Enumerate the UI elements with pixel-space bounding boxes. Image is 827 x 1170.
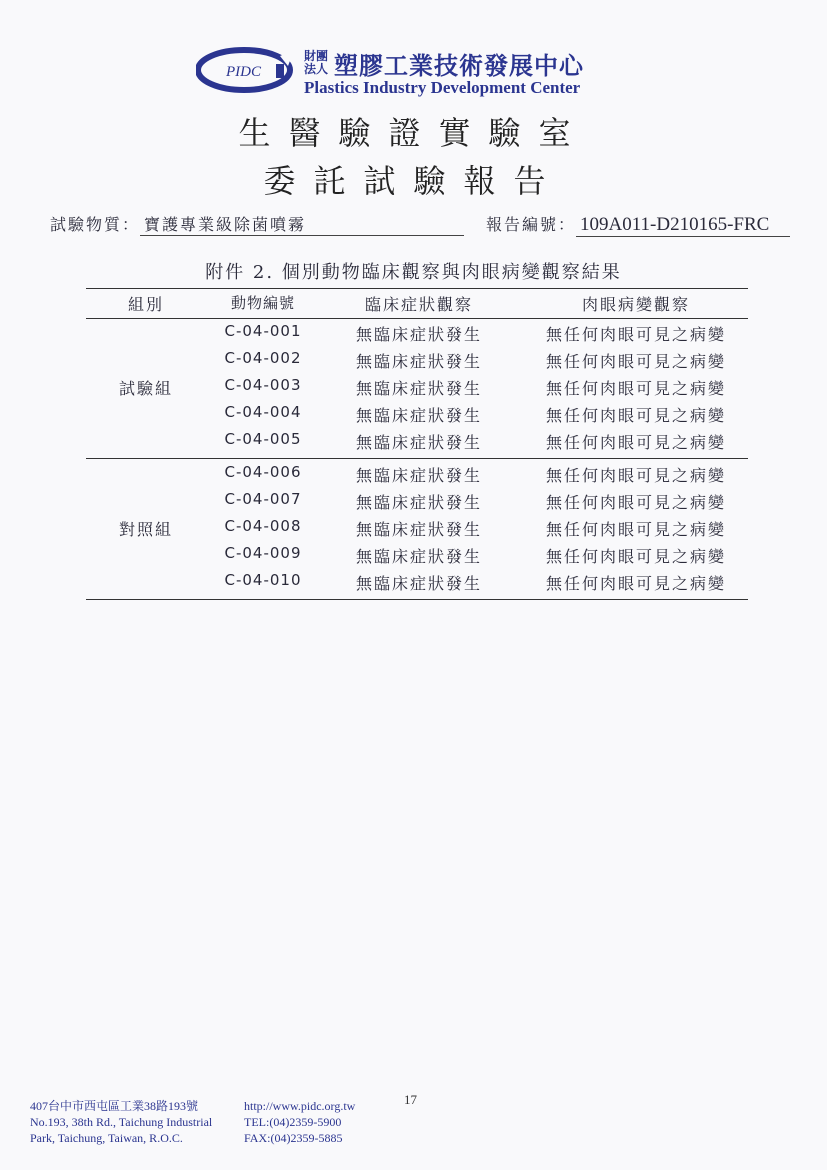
header-animal-id: 動物編號 bbox=[230, 294, 295, 312]
animal-id: C-04-008 bbox=[224, 517, 302, 535]
animal-id: C-04-009 bbox=[224, 544, 302, 562]
substance-field bbox=[50, 212, 464, 236]
animal-id: C-04-004 bbox=[224, 403, 302, 421]
report-number-field bbox=[486, 212, 790, 237]
clinical-observation: 無臨床症狀發生 bbox=[355, 493, 482, 512]
gross-observation: 無任何肉眼可見之病變 bbox=[545, 574, 726, 593]
fax: FAX:(04)2359-5885 bbox=[244, 1131, 343, 1145]
address-english-line1: No.193, 38th Rd., Taichung Industrial bbox=[30, 1115, 213, 1129]
svg-text:PIDC: PIDC bbox=[226, 64, 261, 80]
group-name: 試驗組 bbox=[118, 379, 173, 398]
address-english-line2: Park, Taichung, Taiwan, R.O.C. bbox=[30, 1131, 183, 1145]
animal-id: C-04-003 bbox=[224, 376, 302, 394]
footer-contact bbox=[244, 1098, 355, 1146]
org-header bbox=[304, 48, 584, 78]
gross-observation: 無任何肉眼可見之病變 bbox=[545, 433, 726, 452]
org-name-chinese: 塑膠工業技術發展中心 bbox=[334, 51, 585, 80]
gross-observation: 無任何肉眼可見之病變 bbox=[545, 352, 726, 371]
org-type-label: 財團 法人 bbox=[304, 49, 329, 76]
clinical-observation: 無臨床症狀發生 bbox=[355, 379, 482, 398]
clinical-observation: 無臨床症狀發生 bbox=[355, 547, 482, 566]
org-name-english: Plastics Industry Development Center bbox=[304, 78, 581, 97]
clinical-observation: 無臨床症狀發生 bbox=[355, 352, 482, 371]
gross-observation: 無任何肉眼可見之病變 bbox=[545, 493, 726, 512]
gross-observation: 無任何肉眼可見之病變 bbox=[545, 379, 726, 398]
group-separator-rule bbox=[86, 599, 748, 600]
website-link[interactable]: http://www.pidc.org.tw bbox=[244, 1099, 356, 1113]
report-title: 委託試驗報告 bbox=[263, 162, 564, 200]
table-header-rule bbox=[86, 318, 748, 319]
lab-title: 生醫驗證實驗室 bbox=[238, 114, 589, 152]
animal-id: C-04-002 bbox=[224, 349, 302, 367]
group-separator-rule bbox=[86, 458, 748, 459]
table-title: 附件 2. 個別動物臨床觀察與肉眼病變觀察結果 bbox=[205, 262, 622, 283]
address-chinese: 407台中市西屯區工業38路193號 bbox=[30, 1099, 199, 1113]
gross-observation: 無任何肉眼可見之病變 bbox=[545, 466, 726, 485]
report-number-value: 109A011-D210165-FRC bbox=[576, 214, 790, 237]
clinical-observation: 無臨床症狀發生 bbox=[355, 406, 482, 425]
clinical-observation: 無臨床症狀發生 bbox=[355, 466, 482, 485]
pidc-logo-icon bbox=[196, 46, 296, 94]
header-clinical: 臨床症狀觀察 bbox=[364, 295, 473, 314]
animal-id: C-04-010 bbox=[224, 571, 302, 589]
clinical-observation: 無臨床症狀發生 bbox=[355, 520, 482, 539]
animal-id: C-04-006 bbox=[224, 463, 302, 481]
animal-id: C-04-005 bbox=[224, 430, 302, 448]
substance-label: 試驗物質： bbox=[50, 215, 141, 234]
substance-value: 寶護專業級除菌噴霧 bbox=[140, 212, 464, 236]
clinical-observation: 無臨床症狀發生 bbox=[355, 433, 482, 452]
clinical-observation: 無臨床症狀發生 bbox=[355, 325, 482, 344]
group-name: 對照組 bbox=[118, 520, 173, 539]
footer-address bbox=[30, 1098, 212, 1146]
table-top-rule bbox=[86, 288, 748, 289]
page-number: 17 bbox=[404, 1092, 417, 1107]
gross-observation: 無任何肉眼可見之病變 bbox=[545, 325, 726, 344]
clinical-observation: 無臨床症狀發生 bbox=[355, 574, 482, 593]
animal-id: C-04-001 bbox=[224, 322, 302, 340]
header-group: 組別 bbox=[127, 295, 164, 314]
gross-observation: 無任何肉眼可見之病變 bbox=[545, 406, 726, 425]
report-number-label: 報告編號： bbox=[486, 215, 577, 234]
telephone: TEL:(04)2359-5900 bbox=[244, 1115, 342, 1129]
gross-observation: 無任何肉眼可見之病變 bbox=[545, 547, 726, 566]
gross-observation: 無任何肉眼可見之病變 bbox=[545, 520, 726, 539]
animal-id: C-04-007 bbox=[224, 490, 302, 508]
header-gross: 肉眼病變觀察 bbox=[581, 295, 690, 314]
